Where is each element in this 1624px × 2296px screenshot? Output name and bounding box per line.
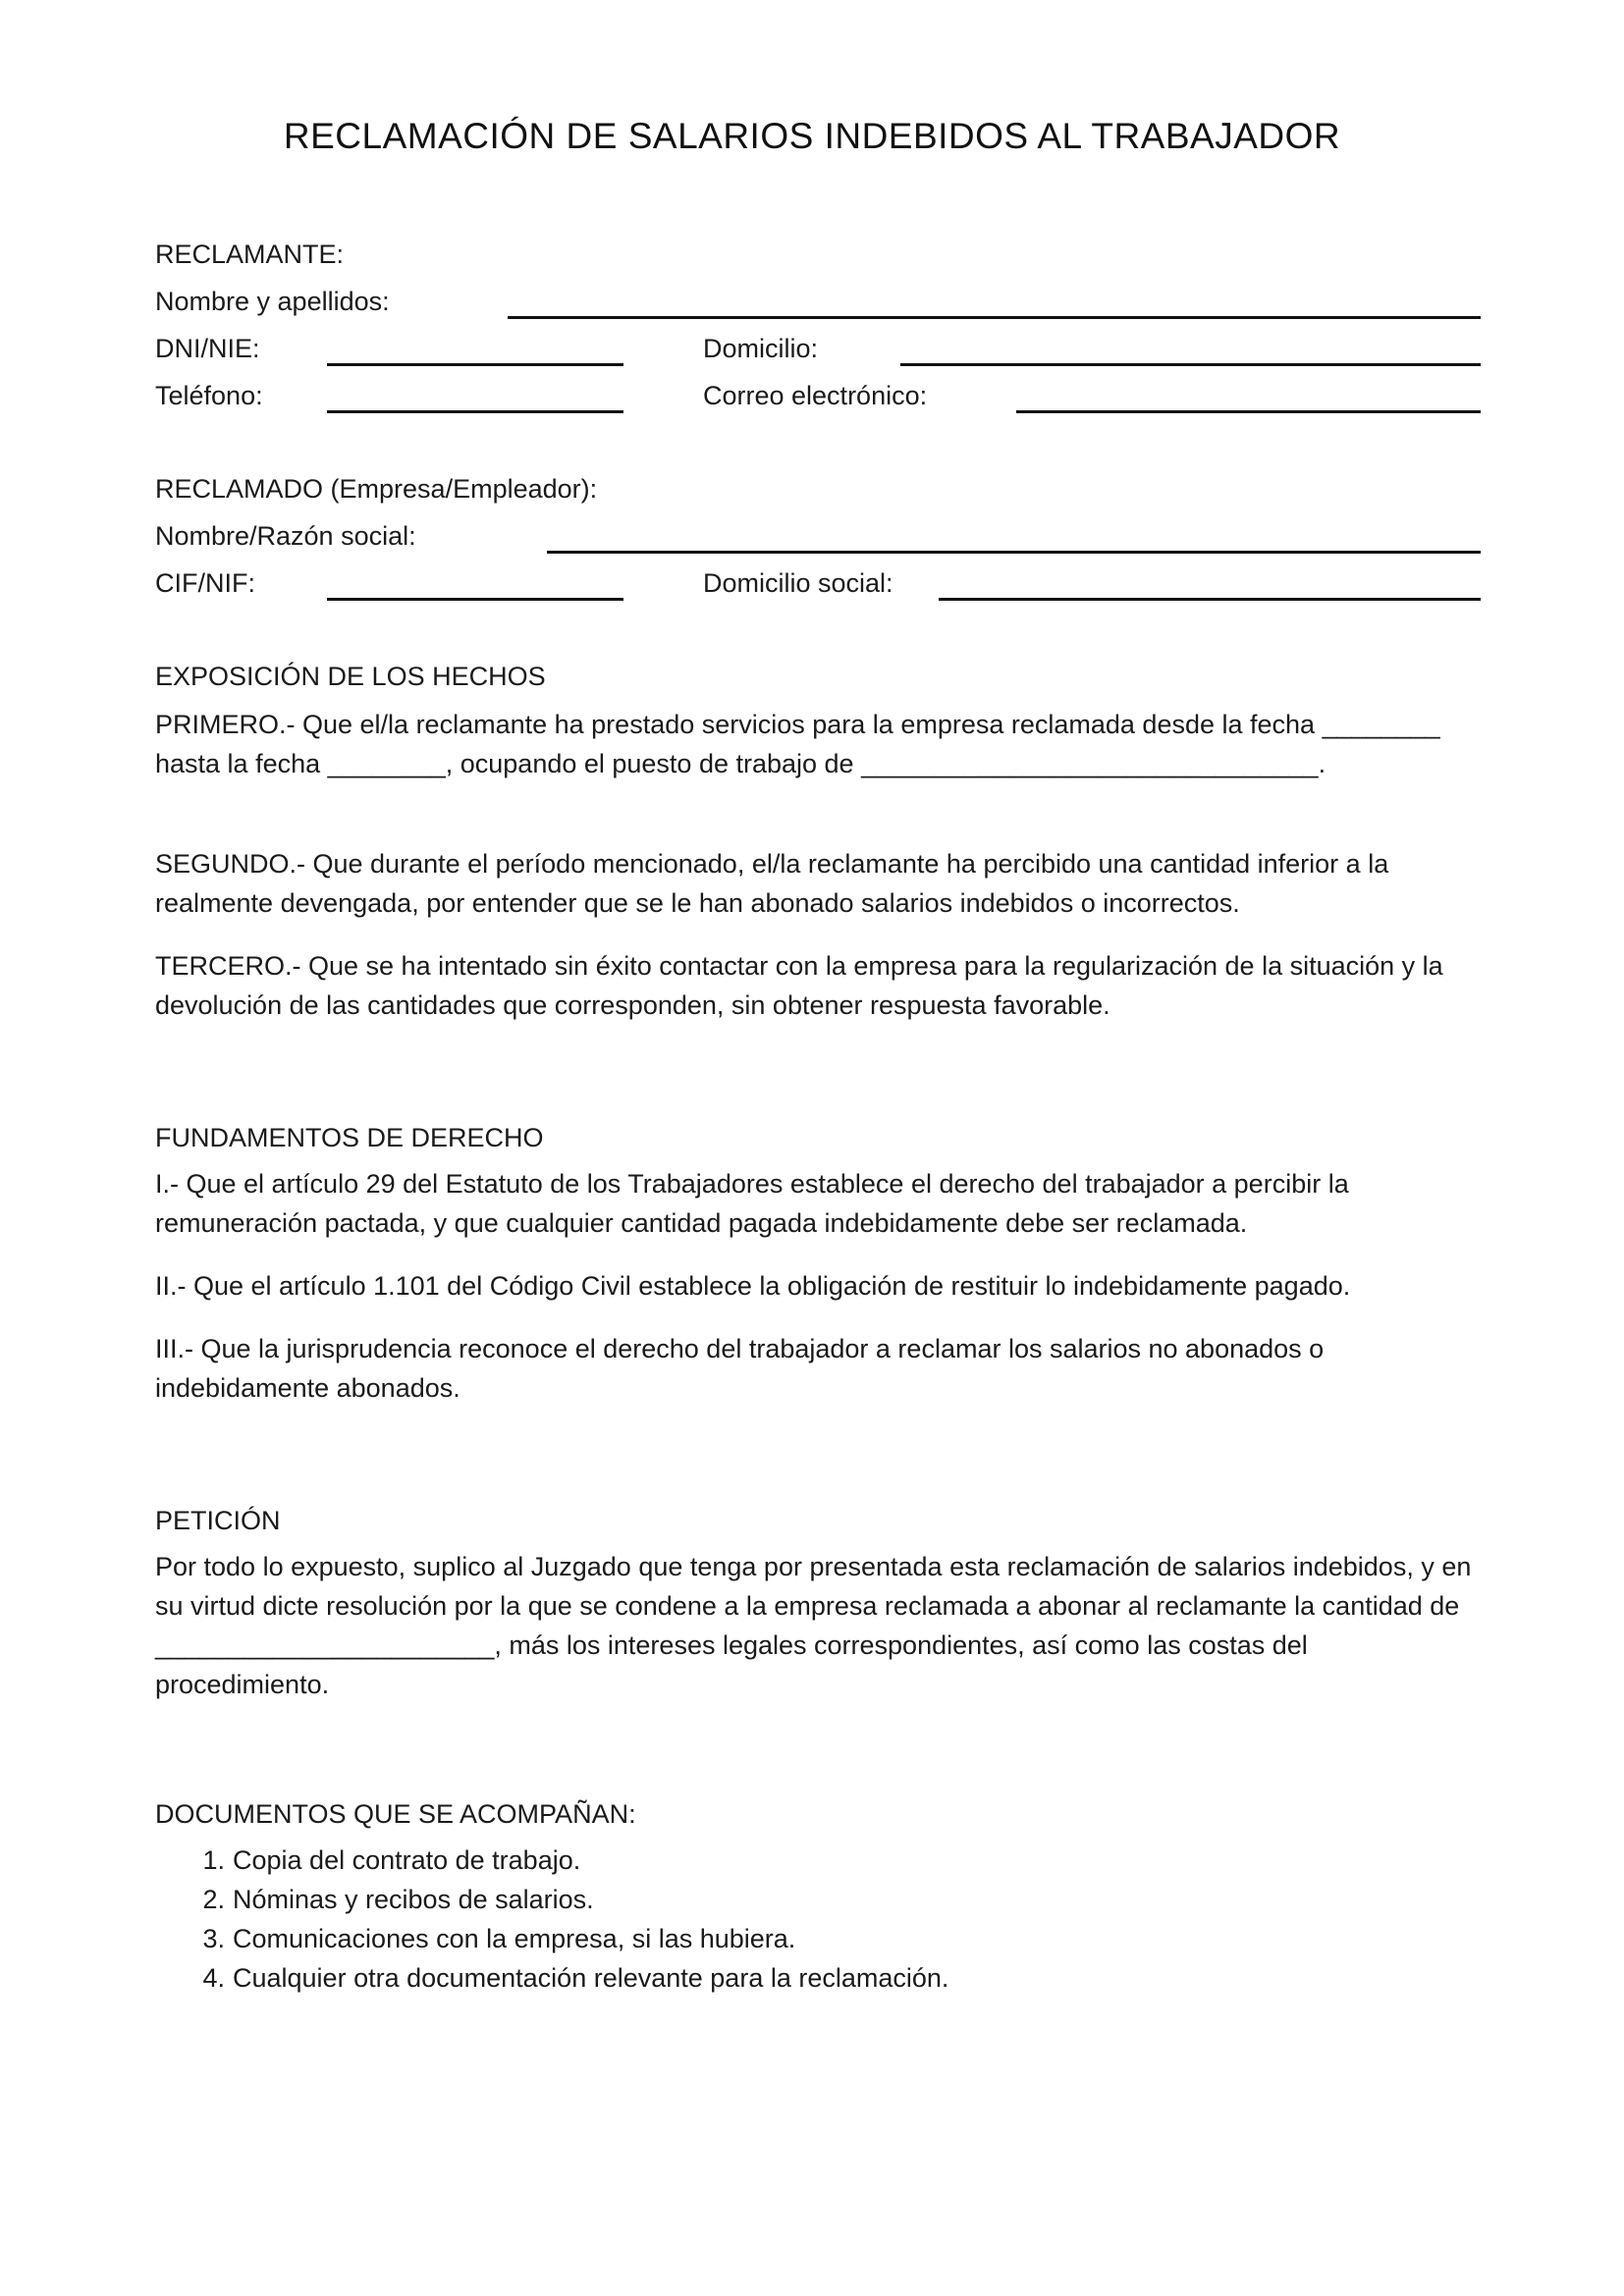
reclamado-heading: RECLAMADO (Empresa/Empleador): <box>155 474 598 504</box>
hecho-segundo: SEGUNDO.- Que durante el período mencionado, el/la reclamante ha percibido una cantidad inferior a la realmente devengada, por entender que se le han abonado salarios indebidos o incorrectos. <box>155 849 1389 918</box>
list-item: 3. Comunicaciones con la empresa, si las hubiera. <box>202 1924 796 1953</box>
domicilio-social-label: Domicilio social: <box>703 568 893 598</box>
peticion-text: Por todo lo expuesto, suplico al Juzgado que tenga por presentada esta reclamación de salarios indebidos, y en su virtud dicte resolución por la que se condene a la empresa reclamada a abonar al reclamante la cantidad de _______________________, más los intereses legales correspondientes, así como las costas del procedimiento. <box>155 1552 1472 1699</box>
cif-label: CIF/NIF: <box>155 568 255 598</box>
cif-field[interactable] <box>327 598 623 601</box>
hecho-tercero: TERCERO.- Que se ha intentado sin éxito contactar con la empresa para la regularización de la situación y la devolución de las cantidades que corresponden, sin obtener respuesta favorable. <box>155 951 1443 1020</box>
documentos-heading: DOCUMENTOS QUE SE ACOMPAÑAN: <box>155 1799 636 1829</box>
documentos-list <box>155 1841 948 1998</box>
telefono-label: Teléfono: <box>155 381 263 410</box>
hechos-heading: EXPOSICIÓN DE LOS HECHOS <box>155 662 546 691</box>
domicilio-social-field[interactable] <box>939 598 1481 601</box>
telefono-field[interactable] <box>327 410 623 413</box>
domicilio-field[interactable] <box>900 363 1481 366</box>
dni-label: DNI/NIE: <box>155 334 260 363</box>
domicilio-label: Domicilio: <box>703 334 819 363</box>
fundamento-iii: III.- Que la jurisprudencia reconoce el derecho del trabajador a reclamar los salarios no abonados o indebidamente abonados. <box>155 1334 1325 1403</box>
fundamentos-heading: FUNDAMENTOS DE DERECHO <box>155 1123 544 1152</box>
correo-field[interactable] <box>1016 410 1481 413</box>
peticion-heading: PETICIÓN <box>155 1506 281 1535</box>
list-item: 1. Copia del contrato de trabajo. <box>202 1845 581 1875</box>
hecho-primero: PRIMERO.- Que el/la reclamante ha prestado servicios para la empresa reclamada desde la fecha ________ hasta la fecha ________, ocupando el puesto de trabajo de _______________________________. <box>155 710 1440 778</box>
list-item: 2. Nóminas y recibos de salarios. <box>202 1885 594 1914</box>
document-title: RECLAMACIÓN DE SALARIOS INDEBIDOS AL TRABAJADOR <box>283 116 1341 156</box>
list-item: 4. Cualquier otra documentación relevante para la reclamación. <box>202 1963 949 1993</box>
reclamante-heading: RECLAMANTE: <box>155 240 345 269</box>
razon-social-field[interactable] <box>547 551 1481 554</box>
correo-label: Correo electrónico: <box>703 381 928 410</box>
razon-social-label: Nombre/Razón social: <box>155 521 416 551</box>
nombre-apellidos-label: Nombre y apellidos: <box>155 287 390 316</box>
fundamento-ii: II.- Que el artículo 1.101 del Código Civil establece la obligación de restituir lo indebidamente pagado. <box>155 1271 1351 1301</box>
fundamento-i: I.- Que el artículo 29 del Estatuto de los Trabajadores establece el derecho del trabajador a percibir la remuneración pactada, y que cualquier cantidad pagada indebidamente debe ser reclamada. <box>155 1169 1349 1238</box>
nombre-apellidos-field[interactable] <box>508 316 1481 319</box>
dni-field[interactable] <box>327 363 623 366</box>
